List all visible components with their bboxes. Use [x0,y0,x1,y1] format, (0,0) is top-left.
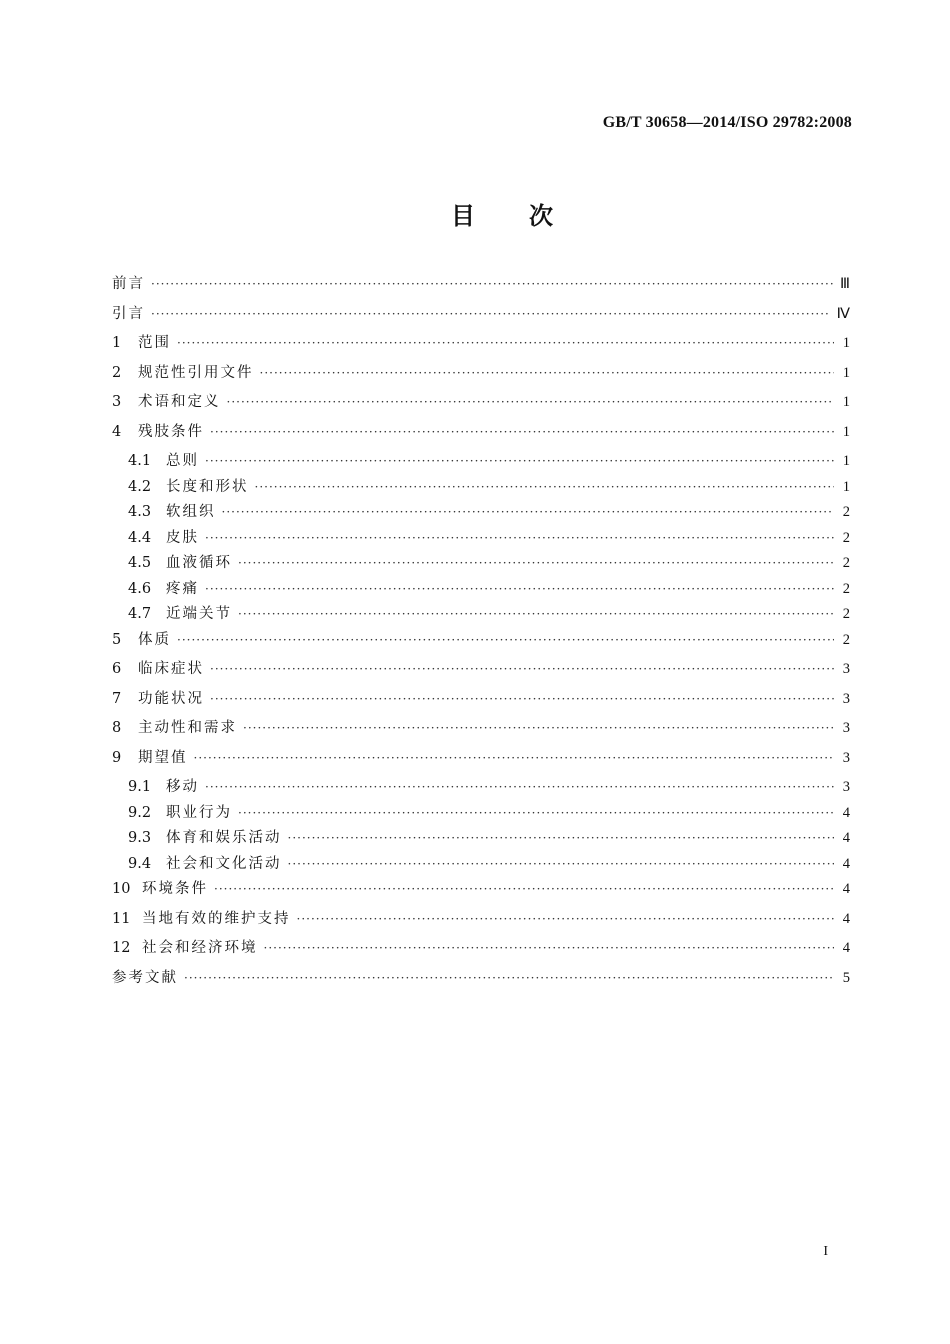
toc-entry[interactable] [112,687,850,717]
toc-entry-number: 4.6 [128,580,152,597]
toc-entry[interactable] [112,475,850,501]
toc-entry-number: 9.1 [128,779,152,795]
toc-entry-label: 规范性引用文件 [138,364,254,381]
toc-entry-label: 引言 [112,305,145,322]
toc-entry-number: 8 [112,720,122,736]
toc-entry-label: 功能状况 [138,690,204,707]
toc-leader-dots [288,831,835,845]
toc-entry[interactable] [112,526,850,552]
toc-entry-label: 临床症状 [138,661,204,677]
toc-entry-page: 3 [842,720,850,736]
toc-leader-dots [194,751,835,765]
toc-entry-label: 社会和文化活动 [166,855,282,872]
toc-entry-number: 1 [112,335,122,351]
toc-entry-number: 5 [112,631,122,648]
toc-entry[interactable] [112,449,850,475]
toc-leader-dots [255,480,835,494]
toc-leader-dots [177,633,834,647]
toc-entry-page: 1 [842,335,850,351]
toc-entry-number: 3 [112,394,122,410]
toc-leader-dots [151,277,834,291]
toc-entry-page: 4 [842,881,850,897]
toc-entry-number: 2 [112,364,122,381]
toc-entry[interactable] [112,775,850,801]
toc-entry[interactable] [112,331,850,361]
toc-entry-label: 近端关节 [166,606,232,622]
toc-entry[interactable] [112,272,850,302]
toc-entry-label: 移动 [166,779,199,795]
toc-entry[interactable] [112,602,850,628]
toc-entry-page: 4 [842,940,850,956]
toc-leader-dots [184,971,834,985]
toc-entry-page: 1 [842,478,850,495]
toc-entry-label: 职业行为 [166,804,232,821]
toc-leader-dots [177,336,834,350]
toc-leader-dots [210,425,834,439]
toc-leader-dots [264,941,835,955]
toc-leader-dots [238,556,834,570]
toc-entry-label: 当地有效的维护支持 [142,910,291,927]
toc-entry-label: 范围 [138,335,171,351]
toc-entry[interactable] [112,302,850,332]
toc-entry-label: 参考文献 [112,969,178,986]
toc-entry[interactable] [112,966,850,996]
toc-entry[interactable] [112,390,850,420]
toc-leader-dots [205,780,834,794]
toc-leader-dots [210,692,834,706]
toc-entry-page: 5 [842,969,850,986]
toc-entry[interactable] [112,716,850,746]
toc-entry[interactable] [112,628,850,658]
toc-entry-label: 残肢条件 [138,423,204,440]
toc-entry-label: 期望值 [138,749,188,766]
toc-leader-dots [243,721,834,735]
toc-entry-page: 4 [842,804,850,821]
toc-entry-page: 2 [842,555,850,571]
toc-entry-number: 9 [112,749,122,766]
toc-entry-label: 体育和娱乐活动 [166,830,282,846]
toc-leader-dots [151,307,831,321]
toc-entry-label: 前言 [112,276,145,292]
toc-entry-label: 长度和形状 [166,478,249,495]
toc-entry[interactable] [112,657,850,687]
toc-leader-dots [227,395,835,409]
toc-entry[interactable] [112,877,850,907]
toc-entry-number: 4.3 [128,504,152,520]
toc-entry-number: 4.1 [128,453,152,469]
toc-entry[interactable] [112,936,850,966]
toc-entry-label: 主动性和需求 [138,720,237,736]
toc-leader-dots [210,662,834,676]
toc-entry-label: 术语和定义 [138,394,221,410]
toc-leader-dots [238,607,834,621]
toc-leader-dots [297,912,835,926]
toc-leader-dots [205,531,834,545]
toc-leader-dots [205,582,834,596]
toc-entry-number: 4.5 [128,555,152,571]
toc-entry-page: 1 [842,423,850,440]
toc-entry-number: 12 [112,940,131,956]
toc-entry-page: 1 [842,453,850,469]
toc-entry[interactable] [112,826,850,852]
toc-entry-page: 3 [842,690,850,707]
toc-entry-number: 11 [112,910,131,927]
toc-entry-label: 环境条件 [142,881,208,897]
toc-entry-page: 2 [842,606,850,622]
page-number: I [823,1244,828,1259]
toc-entry-number: 4.4 [128,529,152,546]
toc-leader-dots [238,806,834,820]
toc-entry[interactable] [112,801,850,827]
toc-entry[interactable] [112,852,850,878]
toc-entry-number: 6 [112,661,122,677]
toc-entry-page: 4 [842,910,850,927]
toc-entry-label: 软组织 [166,504,216,520]
toc-entry[interactable] [112,746,850,776]
toc-entry[interactable] [112,551,850,577]
page-title: 目次 [451,202,607,230]
toc-entry-number: 4.7 [128,606,152,622]
standard-code: GB/T 30658—2014/ISO 29782:2008 [602,114,852,131]
toc-entry-page: 1 [842,394,850,410]
toc-entry-page: 2 [842,631,850,648]
toc-entry-label: 体质 [138,631,171,648]
toc-leader-dots [260,366,835,380]
toc-leader-dots [222,505,835,519]
toc-entry-page: 4 [842,855,850,872]
toc-entry[interactable] [112,420,850,450]
toc-entry-page: 1 [842,364,850,381]
toc-entry-label: 社会和经济环境 [142,940,258,956]
toc-entry-number: 9.2 [128,804,152,821]
toc-entry-label: 皮肤 [166,529,199,546]
toc-entry-number: 10 [112,881,131,897]
toc-entry[interactable] [112,577,850,603]
toc-entry-page: 3 [842,661,850,677]
toc-entry-page: 2 [842,580,850,597]
toc-entry[interactable] [112,361,850,391]
toc-leader-dots [205,454,834,468]
toc-entry[interactable] [112,500,850,526]
toc-entry-page: Ⅳ [836,305,850,322]
toc-leader-dots [288,857,835,871]
toc-entry-number: 4 [112,423,122,440]
toc-entry-page: 3 [842,779,850,795]
toc-entry-page: 2 [842,529,850,546]
toc-entry-label: 血液循环 [166,555,232,571]
toc-entry-number: 7 [112,690,122,707]
toc-entry-page: 2 [842,504,850,520]
toc-entry-page: 4 [842,830,850,846]
toc-entry-page: Ⅲ [840,276,850,292]
table-of-contents [112,272,850,995]
toc-leader-dots [214,882,834,896]
toc-entry-number: 9.4 [128,855,152,872]
toc-entry-number: 4.2 [128,478,152,495]
toc-entry[interactable] [112,907,850,937]
toc-entry-label: 总则 [166,453,199,469]
toc-entry-page: 3 [842,749,850,766]
toc-entry-number: 9.3 [128,830,152,846]
toc-entry-label: 疼痛 [166,580,199,597]
